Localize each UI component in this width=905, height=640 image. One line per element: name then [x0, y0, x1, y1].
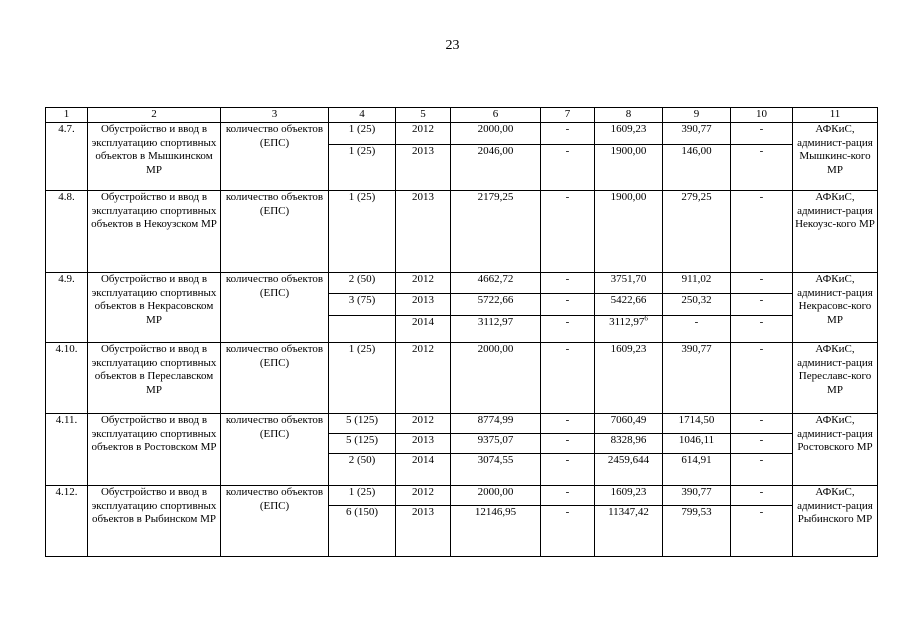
total-amount: 3074,55 [451, 454, 541, 486]
table-row [46, 343, 878, 414]
activity-name: Обустройство и ввод в эксплуатацию спортивных объектов в Ростовском МР [88, 414, 221, 486]
responsible: АФКиС, админист-рация Ростовского МР [793, 414, 878, 486]
total-amount: 2000,00 [451, 123, 541, 145]
object-count: 5 (125) [329, 434, 396, 454]
regional-amount: 3751,70 [595, 273, 663, 294]
local-amount: 250,32 [663, 294, 731, 316]
other-amount: - [731, 123, 793, 145]
other-amount: - [731, 316, 793, 343]
row-number: 4.8. [46, 191, 88, 273]
responsible: АФКиС, админист-рация Переславс-кого МР [793, 343, 878, 414]
total-amount: 12146,95 [451, 506, 541, 557]
object-count: 6 (150) [329, 506, 396, 557]
activity-name: Обустройство и ввод в эксплуатацию спортивных объектов в Мышкинском МР [88, 123, 221, 191]
local-amount: 390,77 [663, 486, 731, 506]
regional-amount: 7060,49 [595, 414, 663, 434]
regional-amount-value: 3112,97 [609, 316, 645, 328]
column-header: 3 [221, 108, 329, 123]
footnote-mark: 6 [644, 314, 648, 323]
column-header: 10 [731, 108, 793, 123]
federal-amount: - [541, 191, 595, 273]
other-amount: - [731, 294, 793, 316]
measure-unit: количество объектов (ЕПС) [221, 343, 329, 414]
table-row [46, 414, 878, 434]
column-header: 11 [793, 108, 878, 123]
activity-name: Обустройство и ввод в эксплуатацию спортивных объектов в Некоузском МР [88, 191, 221, 273]
total-amount: 9375,07 [451, 434, 541, 454]
year: 2014 [396, 454, 451, 486]
local-amount: 614,91 [663, 454, 731, 486]
regional-amount: 1609,23 [595, 123, 663, 145]
table-row [46, 191, 878, 273]
other-amount: - [731, 454, 793, 486]
activity-name: Обустройство и ввод в эксплуатацию спортивных объектов в Переславском МР [88, 343, 221, 414]
regional-amount: 2459,644 [595, 454, 663, 486]
regional-amount: 5422,66 [595, 294, 663, 316]
object-count: 1 (25) [329, 123, 396, 145]
row-number: 4.7. [46, 123, 88, 191]
object-count: 1 (25) [329, 191, 396, 273]
year: 2014 [396, 316, 451, 343]
other-amount: - [731, 506, 793, 557]
year: 2013 [396, 294, 451, 316]
year: 2013 [396, 191, 451, 273]
year: 2012 [396, 486, 451, 506]
federal-amount: - [541, 454, 595, 486]
federal-amount: - [541, 506, 595, 557]
federal-amount: - [541, 343, 595, 414]
column-header: 1 [46, 108, 88, 123]
federal-amount: - [541, 145, 595, 191]
regional-amount: 11347,42 [595, 506, 663, 557]
total-amount: 8774,99 [451, 414, 541, 434]
table-row [46, 123, 878, 145]
regional-amount: 1900,00 [595, 191, 663, 273]
other-amount: - [731, 434, 793, 454]
federal-amount: - [541, 414, 595, 434]
object-count: 3 (75) [329, 294, 396, 316]
responsible: АФКиС, админист-рация Мышкинс-кого МР [793, 123, 878, 191]
year: 2013 [396, 145, 451, 191]
regional-amount [595, 316, 663, 343]
total-amount: 5722,66 [451, 294, 541, 316]
page-number: 23 [445, 38, 460, 53]
total-amount: 2046,00 [451, 145, 541, 191]
federal-amount: - [541, 486, 595, 506]
table-row [46, 273, 878, 294]
object-count: 1 (25) [329, 343, 396, 414]
responsible: АФКиС, админист-рация Некрасовс-кого МР [793, 273, 878, 343]
other-amount: - [731, 486, 793, 506]
object-count: 5 (125) [329, 414, 396, 434]
federal-amount: - [541, 294, 595, 316]
responsible: АФКиС, админист-рация Некоузс-кого МР [793, 191, 878, 273]
column-header: 4 [329, 108, 396, 123]
row-number: 4.9. [46, 273, 88, 343]
measure-unit: количество объектов (ЕПС) [221, 191, 329, 273]
activity-name: Обустройство и ввод в эксплуатацию спортивных объектов в Рыбинском МР [88, 486, 221, 557]
federal-amount: - [541, 434, 595, 454]
local-amount: 911,02 [663, 273, 731, 294]
year: 2013 [396, 434, 451, 454]
measure-unit: количество объектов (ЕПС) [221, 123, 329, 191]
table-row [46, 486, 878, 506]
header-row [46, 108, 878, 123]
federal-amount: - [541, 123, 595, 145]
federal-amount: - [541, 273, 595, 294]
local-amount: 1046,11 [663, 434, 731, 454]
column-header: 9 [663, 108, 731, 123]
local-amount: - [663, 316, 731, 343]
local-amount: 390,77 [663, 123, 731, 145]
object-count: 1 (25) [329, 145, 396, 191]
other-amount: - [731, 414, 793, 434]
year: 2012 [396, 343, 451, 414]
column-header: 7 [541, 108, 595, 123]
regional-amount: 1609,23 [595, 343, 663, 414]
row-number: 4.12. [46, 486, 88, 557]
activity-name: Обустройство и ввод в эксплуатацию спортивных объектов в Некрасовском МР [88, 273, 221, 343]
responsible: АФКиС, админист-рация Рыбинского МР [793, 486, 878, 557]
other-amount: - [731, 343, 793, 414]
year: 2013 [396, 506, 451, 557]
local-amount: 279,25 [663, 191, 731, 273]
object-count: 2 (50) [329, 273, 396, 294]
measure-unit: количество объектов (ЕПС) [221, 414, 329, 486]
total-amount: 3112,97 [451, 316, 541, 343]
other-amount: - [731, 273, 793, 294]
regional-amount: 8328,96 [595, 434, 663, 454]
measure-unit: количество объектов (ЕПС) [221, 273, 329, 343]
program-table [45, 107, 878, 557]
object-count: 1 (25) [329, 486, 396, 506]
local-amount: 1714,50 [663, 414, 731, 434]
year: 2012 [396, 414, 451, 434]
regional-amount: 1609,23 [595, 486, 663, 506]
year: 2012 [396, 273, 451, 294]
federal-amount: - [541, 316, 595, 343]
column-header: 6 [451, 108, 541, 123]
other-amount: - [731, 191, 793, 273]
row-number: 4.11. [46, 414, 88, 486]
column-header: 5 [396, 108, 451, 123]
total-amount: 2179,25 [451, 191, 541, 273]
column-header: 2 [88, 108, 221, 123]
total-amount: 2000,00 [451, 486, 541, 506]
local-amount: 146,00 [663, 145, 731, 191]
total-amount: 2000,00 [451, 343, 541, 414]
local-amount: 799,53 [663, 506, 731, 557]
other-amount: - [731, 145, 793, 191]
total-amount: 4662,72 [451, 273, 541, 294]
year: 2012 [396, 123, 451, 145]
local-amount: 390,77 [663, 343, 731, 414]
object-count [329, 316, 396, 343]
row-number: 4.10. [46, 343, 88, 414]
measure-unit: количество объектов (ЕПС) [221, 486, 329, 557]
object-count: 2 (50) [329, 454, 396, 486]
regional-amount: 1900,00 [595, 145, 663, 191]
column-header: 8 [595, 108, 663, 123]
